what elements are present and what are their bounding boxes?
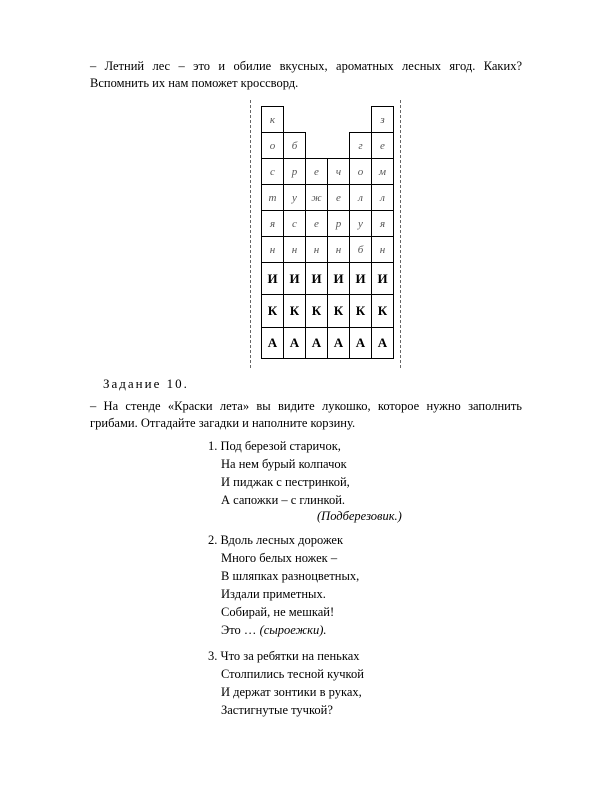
riddle-line: 3. Что за ребятки на пеньках (208, 649, 360, 663)
riddle-1 (208, 437, 350, 509)
riddle-2 (208, 531, 359, 639)
crossword-cell: н (261, 236, 284, 263)
crossword-cell: б (349, 236, 372, 263)
riddle-line: Столпились тесной кучкой (221, 667, 364, 681)
crossword-cell: е (371, 132, 394, 159)
crossword-cell: А (305, 327, 328, 359)
crossword-cell: ч (327, 158, 350, 185)
riddle-line: А сапожки – с глинкой. (221, 493, 346, 507)
intro-line-2: Вспомнить их нам поможет кроссворд. (90, 76, 299, 90)
riddle-line: И держат зонтики в руках, (221, 685, 362, 699)
intro-line-1: – Летний лес – это и обилие вкусных, ароматных лесных ягод. Каких? (90, 59, 522, 73)
crossword-cell: е (327, 184, 350, 211)
crossword-left-border (250, 100, 251, 368)
crossword-cell: И (305, 262, 328, 295)
crossword-cell: ж (305, 184, 328, 211)
task-paragraph (90, 398, 522, 432)
crossword-cell: н (283, 236, 306, 263)
crossword-cell: И (371, 262, 394, 295)
riddle-line: 1. Под березой старичок, (208, 439, 341, 453)
crossword-cell: е (305, 210, 328, 237)
crossword-cell: о (261, 132, 284, 159)
task-title: Задание 10. (103, 376, 189, 391)
intro-paragraph (90, 58, 522, 92)
crossword-cell: И (261, 262, 284, 295)
crossword-cell: г (349, 132, 372, 159)
crossword-cell: с (283, 210, 306, 237)
crossword-cell: з (371, 106, 394, 133)
crossword-cell: я (371, 210, 394, 237)
crossword-cell: н (371, 236, 394, 263)
riddle-line: На нем бурый колпачок (221, 457, 347, 471)
crossword-cell: р (283, 158, 306, 185)
crossword-cell: я (261, 210, 284, 237)
crossword-cell: К (327, 294, 350, 328)
crossword-cell: н (327, 236, 350, 263)
riddle-line: И пиджак с пестринкой, (221, 475, 350, 489)
riddle-1-answer: (Подберезовик.) (317, 509, 402, 523)
crossword-right-border (400, 100, 401, 368)
riddle-2-last-prefix: Это … (221, 623, 260, 637)
crossword-cell: К (283, 294, 306, 328)
riddle-3 (208, 647, 364, 719)
riddle-line: Издали приметных. (221, 587, 326, 601)
crossword-cell: А (371, 327, 394, 359)
crossword-cell: К (349, 294, 372, 328)
riddle-line: 2. Вдоль лесных дорожек (208, 533, 344, 547)
riddle-line: В шляпках разноцветных, (221, 569, 360, 583)
crossword-cell: К (305, 294, 328, 328)
crossword-cell: А (327, 327, 350, 359)
crossword-cell: К (261, 294, 284, 328)
crossword-cell: у (349, 210, 372, 237)
riddle-line: Много белых ножек – (221, 551, 338, 565)
crossword-cell: л (371, 184, 394, 211)
crossword-cell: с (261, 158, 284, 185)
crossword-cell: А (261, 327, 284, 359)
task-line-2: грибами. Отгадайте загадки и наполните корзину. (90, 416, 356, 430)
riddle-2-answer: (сыроежки). (259, 623, 327, 637)
crossword-cell: К (371, 294, 394, 328)
riddle-line (208, 621, 359, 639)
crossword-cell: А (283, 327, 306, 359)
crossword-cell: т (261, 184, 284, 211)
crossword-cell: у (283, 184, 306, 211)
crossword-cell: б (283, 132, 306, 159)
riddle-line: Застигнутые тучкой? (221, 703, 333, 717)
crossword-cell: н (305, 236, 328, 263)
crossword-cell: А (349, 327, 372, 359)
crossword-cell: И (283, 262, 306, 295)
crossword-cell: к (261, 106, 284, 133)
crossword-cell: м (371, 158, 394, 185)
crossword-cell: о (349, 158, 372, 185)
crossword-cell: И (327, 262, 350, 295)
crossword-cell: е (305, 158, 328, 185)
riddle-line: Собирай, не мешкай! (221, 605, 335, 619)
crossword-cell: л (349, 184, 372, 211)
crossword-cell: р (327, 210, 350, 237)
crossword-cell: И (349, 262, 372, 295)
task-line-1: – На стенде «Краски лета» вы видите лукошко, которое нужно заполнить (90, 399, 522, 413)
